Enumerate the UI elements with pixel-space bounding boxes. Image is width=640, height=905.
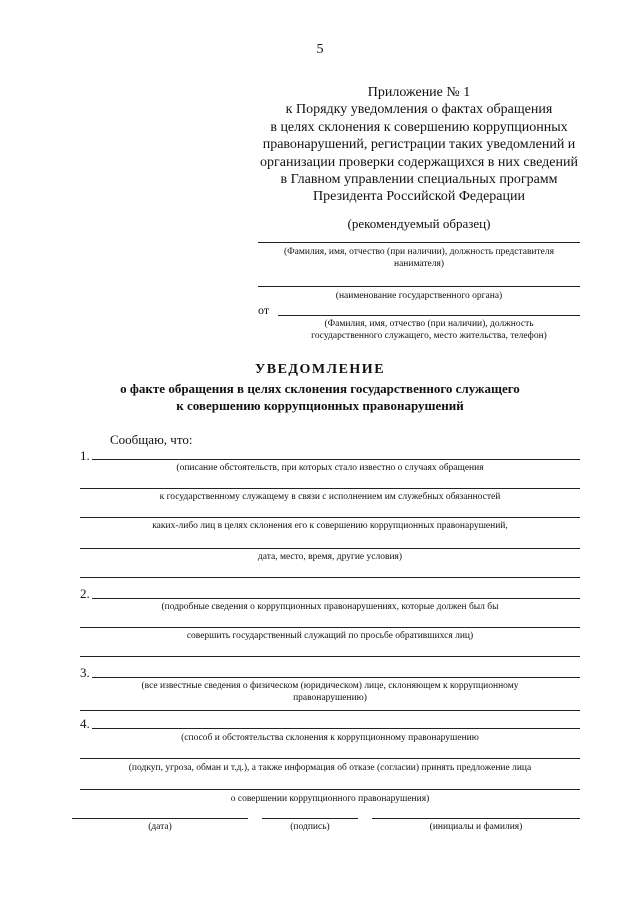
item-1-caption: к государственному служащему в связи с исполнением им служебных обязанностей bbox=[159, 492, 501, 502]
date-caption: (дата) bbox=[148, 822, 172, 832]
date-field[interactable] bbox=[72, 818, 248, 819]
item-4-caption: (подкуп, угроза, обман и т.д.), а также информация об отказе (согласии) принять предложение лица bbox=[128, 763, 532, 773]
item-3-field[interactable] bbox=[92, 677, 580, 678]
caption-line: государственного служащего, место жительства, телефон) bbox=[311, 331, 547, 341]
item-1-field[interactable] bbox=[92, 459, 580, 460]
caption-line: (Фамилия, имя, отчество (при наличии), должность bbox=[324, 319, 534, 329]
item-4-field[interactable] bbox=[80, 758, 580, 759]
document-subtitle bbox=[0, 380, 640, 414]
caption-line: (все известные сведения о физическом (юридическом) лице, склоняющем к коррупционному bbox=[141, 681, 519, 691]
item-number-2: 2. bbox=[80, 586, 90, 601]
caption-line: нанимателя) bbox=[393, 259, 445, 269]
item-3-field[interactable] bbox=[80, 710, 580, 711]
item-1-caption: дата, место, время, другие условия) bbox=[257, 552, 403, 562]
appendix-line: организации проверки содержащихся в них сведений bbox=[260, 154, 578, 170]
recommended-sample-label: (рекомендуемый образец) bbox=[347, 216, 491, 231]
employer-rep-caption bbox=[258, 246, 580, 270]
intro-text: Сообщаю, что: bbox=[110, 432, 193, 447]
item-number-3: 3. bbox=[80, 665, 90, 680]
item-1-field[interactable] bbox=[80, 488, 580, 489]
subtitle-line: о факте обращения в целях склонения государственного служащего bbox=[120, 381, 520, 396]
item-1-field[interactable] bbox=[80, 577, 580, 578]
from-field[interactable] bbox=[278, 315, 580, 316]
appendix-line: Приложение № 1 bbox=[367, 85, 471, 100]
name-field[interactable] bbox=[372, 818, 580, 819]
signature-field[interactable] bbox=[262, 818, 358, 819]
appendix-line: в Главном управлении специальных программ bbox=[280, 172, 558, 188]
item-2-caption: (подробные сведения о коррупционных правонарушениях, которые должен был бы bbox=[161, 602, 499, 612]
item-1-caption: (описание обстоятельств, при которых стало известно о случаях обращения bbox=[176, 463, 484, 473]
appendix-line: правонарушений, регистрации таких уведомлений и bbox=[262, 137, 576, 153]
item-2-field[interactable] bbox=[80, 656, 580, 657]
item-1-caption: каких-либо лиц в целях склонения его к совершению коррупционных правонарушений, bbox=[152, 521, 508, 531]
appendix-line: в целях склонения к совершению коррупционных bbox=[270, 119, 568, 135]
item-1-field[interactable] bbox=[80, 548, 580, 549]
from-caption bbox=[278, 318, 580, 342]
state-body-field[interactable] bbox=[258, 286, 580, 287]
signature-caption: (подпись) bbox=[290, 822, 330, 832]
caption-line: правонарушению) bbox=[293, 693, 367, 703]
subtitle-line: к совершению коррупционных правонарушений bbox=[176, 398, 464, 413]
item-4-field[interactable] bbox=[80, 789, 580, 790]
appendix-line: Президента Российской Федерации bbox=[313, 189, 525, 205]
state-body-caption: (наименование государственного органа) bbox=[335, 291, 503, 301]
employer-rep-field[interactable] bbox=[258, 242, 580, 243]
appendix-header bbox=[258, 84, 580, 206]
page-number: 5 bbox=[316, 42, 324, 57]
item-4-caption: о совершении коррупционного правонарушения) bbox=[230, 794, 430, 804]
appendix-line: к Порядку уведомления о фактах обращения bbox=[285, 102, 553, 118]
item-3-caption bbox=[80, 680, 580, 704]
document-title: УВЕДОМЛЕНИЕ bbox=[254, 362, 386, 377]
item-number-1: 1. bbox=[80, 448, 90, 463]
item-2-field[interactable] bbox=[92, 598, 580, 599]
item-2-caption: совершить государственный служащий по просьбе обратившихся лиц) bbox=[186, 631, 474, 641]
name-caption: (инициалы и фамилия) bbox=[429, 822, 523, 832]
item-4-field[interactable] bbox=[92, 728, 580, 729]
item-4-caption: (способ и обстоятельства склонения к коррупционному правонарушению bbox=[181, 733, 479, 743]
item-2-field[interactable] bbox=[80, 627, 580, 628]
item-number-4: 4. bbox=[80, 716, 90, 731]
caption-line: (Фамилия, имя, отчество (при наличии), должность представителя bbox=[283, 247, 554, 257]
from-label: от bbox=[258, 303, 270, 317]
item-1-field[interactable] bbox=[80, 517, 580, 518]
